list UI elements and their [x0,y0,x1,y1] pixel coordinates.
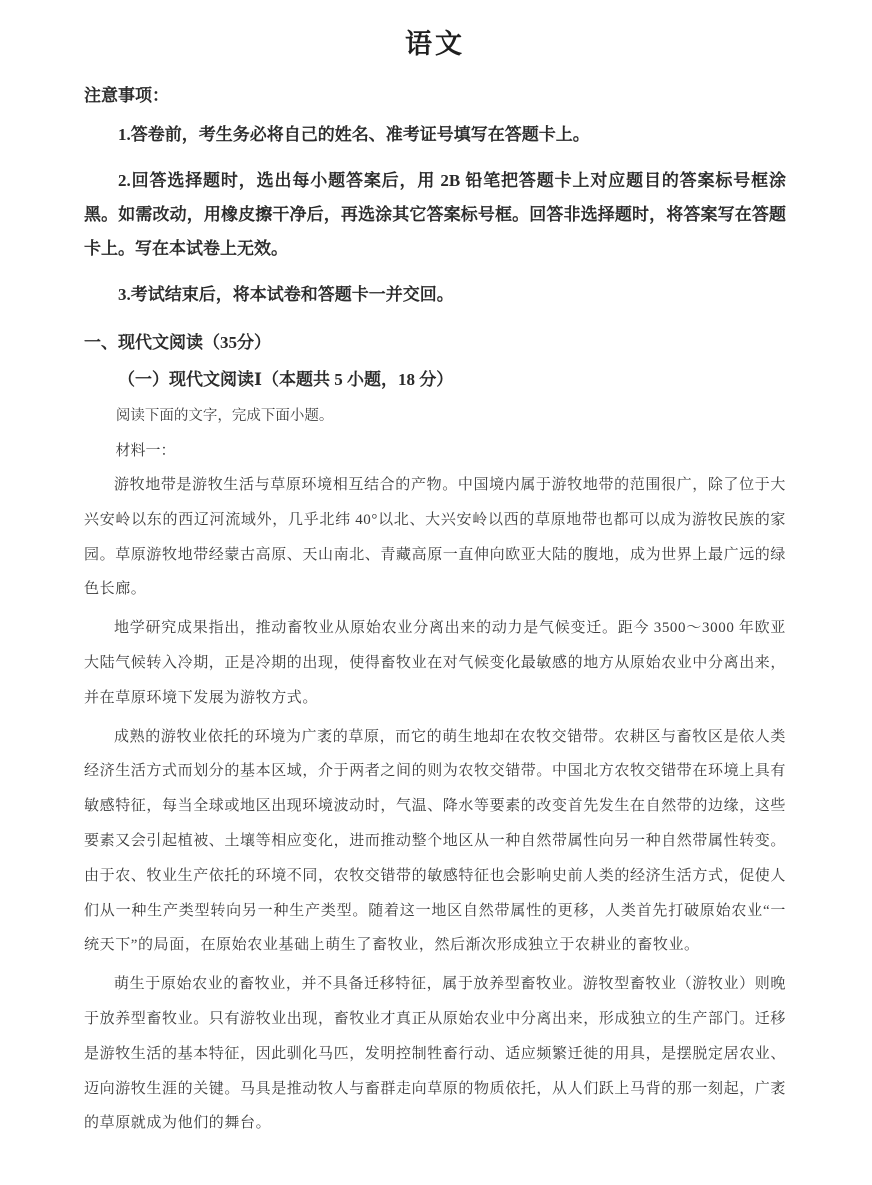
reading-instruction: 阅读下面的文字，完成下面小题。 [115,408,334,424]
notice-heading: 注意事项： [84,86,169,105]
material-one-label: 材料一： [115,443,176,459]
notice-item-3: 3.考试结束后，将本试卷和答题卡一并交回。 [118,285,454,304]
material-paragraph-3: 成熟的游牧业依托的环境为广袤的草原，而它的萌生地却在农牧交错带。农耕区与畜牧区是依人类经济生活方式而划分的基本区域，介于两者之间的则为农牧交错带。中国北方农牧交错带在环境上具有敏感特征，每当全球或地区出现环境波动时，气温、降水等要素的改变首先发生在自然带的边缘，这些要素又会引起植被、土壤等相应变化，进而推动整个地区从一种自然带属性向另一种自然带属性转变。由于农、牧业生产依托的环境不同，农牧交错带的敏感特征也会影响史前人类的经济生活方式，促使人们从一种生产类型转向另一种生产类型。随着这一地区自然带属性的更移，人类首先打破原始农业“一统天下”的局面，在原始农业基础上萌生了畜牧业，然后渐次形成独立于农耕业的畜牧业。 [84,728,787,954]
material-paragraph-4: 萌生于原始农业的畜牧业，并不具备迁移特征，属于放养型畜牧业。游牧型畜牧业（游牧业）则晚于放养型畜牧业。只有游牧业出现，畜牧业才真正从原始农业中分离出来，形成独立的生产部门。迁移是游牧生活的基本特征，因此驯化马匹，发明控制牲畜行动、适应频繁迁徙的用具，是摆脱定居农业、迈向游牧生涯的关键。马具是推动牧人与畜群走向草原的物质依托，从人们跃上马背的那一刻起，广袤的草原就成为他们的舞台。 [84,976,787,1132]
section-heading-modern-reading: 一、现代文阅读（35分） [84,333,271,352]
notice-item-1: 1.答卷前，考生务必将自己的姓名、准考证号填写在答题卡上。 [118,125,590,144]
subsection-heading-reading-1: （一）现代文阅读Ⅰ（本题共 5 小题，18 分） [118,370,454,389]
material-paragraph-1: 游牧地带是游牧生活与草原环境相互结合的产物。中国境内属于游牧地带的范围很广，除了位于大兴安岭以东的西辽河流域外，几乎北纬 40°以北、大兴安岭以西的草原地带也都可以成为游牧民族的家园。草原游牧地带经蒙古高原、天山南北、青藏高原一直伸向欧亚大陆的腹地，成为世界上最广远的绿色长廊。 [84,477,787,598]
notice-item-2: 2.回答选择题时，选出每小题答案后，用 2B 铅笔把答题卡上对应题目的答案标号框涂黑。如需改动，用橡皮擦干净后，再选涂其它答案标号框。回答非选择题时，将答案写在答题卡上。写在本试卷上无效。 [84,171,786,258]
material-paragraph-2: 地学研究成果指出，推动畜牧业从原始农业分离出来的动力是气候变迁。距今 3500～3000 年欧亚大陆气候转入冷期，正是冷期的出现，使得畜牧业在对气候变化最敏感的地方从原始农业中分离出来，并在草原环境下发展为游牧方式。 [84,620,787,706]
page-title: 语文 [405,29,465,59]
